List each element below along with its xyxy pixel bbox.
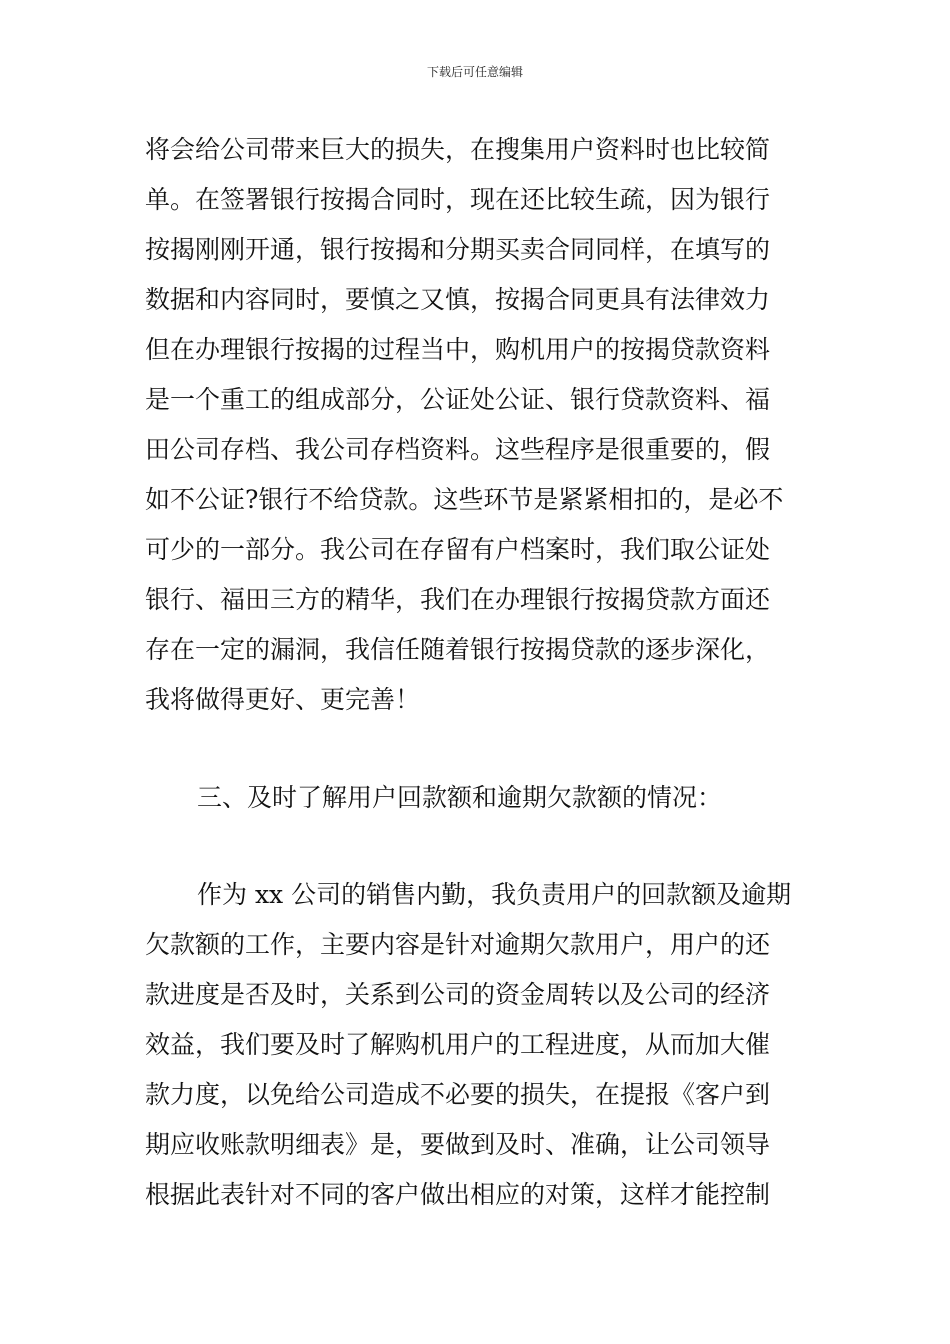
text-line: 但在办理银行按揭的过程当中，购机用户的按揭贷款资料 xyxy=(145,335,771,364)
body-paragraph-1 xyxy=(145,125,810,725)
text-line: 数据和内容同时，要慎之又慎，按揭合同更具有法律效力 xyxy=(145,285,771,314)
section-heading xyxy=(145,773,810,823)
text-line: 按揭刚刚开通，银行按揭和分期买卖合同同样，在填写的 xyxy=(145,235,771,264)
text-line: 根据此表针对不同的客户做出相应的对策，这样才能控制 xyxy=(145,1180,771,1209)
text-line: 可少的一部分。我公司在存留有户档案时，我们取公证处 xyxy=(145,535,771,564)
text-line: 如不公证?银行不给贷款。这些环节是紧紧相扣的，是必不 xyxy=(145,485,784,514)
text-line: 存在一定的漏洞，我信任随着银行按揭贷款的逐步深化， xyxy=(145,635,771,664)
text-line: 款进度是否及时，关系到公司的资金周转以及公司的经济 xyxy=(145,980,771,1009)
text-line: 银行、福田三方的精华，我们在办理银行按揭贷款方面还 xyxy=(145,585,771,614)
text-line: 是一个重工的组成部分，公证处公证、银行贷款资料、福 xyxy=(145,385,771,414)
text-line: 欠款额的工作，主要内容是针对逾期欠款用户，用户的还 xyxy=(145,930,771,959)
text-line: 田公司存档、我公司存档资料。这些程序是很重要的，假 xyxy=(145,435,771,464)
text-line: 效益，我们要及时了解购机用户的工程进度，从而加大催 xyxy=(145,1030,771,1059)
text-line: 款力度，以免给公司造成不必要的损失，在提报《客户到 xyxy=(145,1080,771,1109)
section-heading-text: 三、及时了解用户回款额和逾期欠款额的情况： xyxy=(197,783,723,812)
text-line: 我将做得更好、更完善！ xyxy=(145,685,421,714)
body-paragraph-2 xyxy=(145,870,810,1220)
page-header: 下载后可任意编辑 xyxy=(426,65,523,79)
text-line: 将会给公司带来巨大的损失，在搜集用户资料时也比较简 xyxy=(145,135,771,164)
text-line: 单。在签署银行按揭合同时，现在还比较生疏，因为银行 xyxy=(145,185,771,214)
text-line: 期应收账款明细表》是，要做到及时、准确，让公司领导 xyxy=(145,1130,771,1159)
text-line: 作为 xx 公司的销售内勤，我负责用户的回款额及逾期 xyxy=(197,880,792,909)
